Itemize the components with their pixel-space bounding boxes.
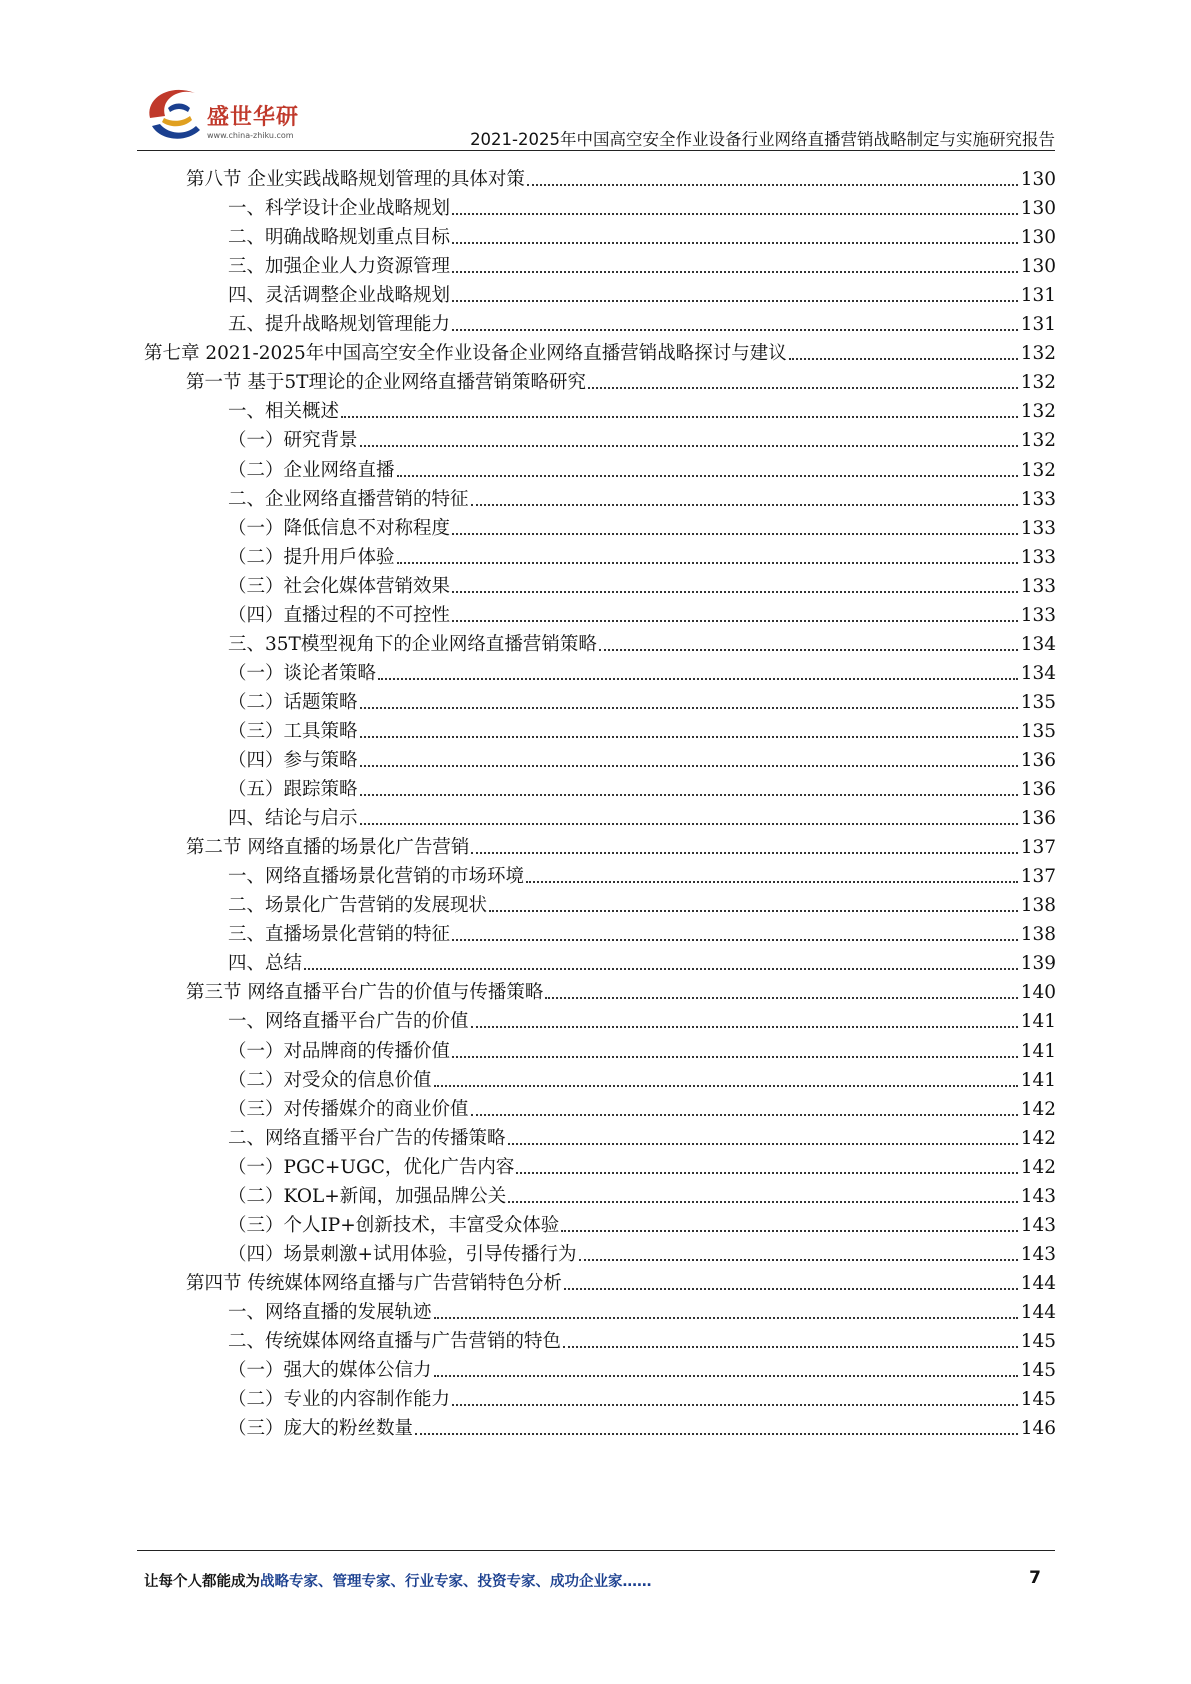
toc-entry-page: 142 [1020, 1156, 1056, 1178]
toc-leader-dots [452, 620, 1018, 622]
toc-entry-label: （二）对受众的信息价值 [228, 1069, 432, 1091]
toc-leader-dots [360, 823, 1018, 825]
toc-leader-dots [471, 1114, 1018, 1116]
toc-entry[interactable] [228, 1177, 1056, 1208]
toc-leader-dots [452, 591, 1018, 593]
toc-entry[interactable] [228, 944, 1056, 975]
toc-entry-label: 三、35T模型视角下的企业网络直播营销策略 [228, 633, 597, 655]
toc-entry[interactable] [228, 480, 1056, 511]
toc-leader-dots [526, 881, 1018, 883]
toc-entry-label: （二）企业网络直播 [228, 459, 395, 481]
toc-leader-dots [471, 852, 1017, 854]
toc-leader-dots [452, 329, 1018, 331]
toc-leader-dots [471, 1026, 1018, 1028]
toc-entry-page: 132 [1020, 401, 1056, 423]
toc-leader-dots [360, 445, 1018, 447]
toc-leader-dots [360, 765, 1018, 767]
toc-leader-dots [397, 475, 1018, 477]
page-number: 7 [1029, 1568, 1041, 1588]
toc-entry-label: （一）PGC+UGC，优化广告内容 [228, 1156, 515, 1178]
toc-entry-page: 133 [1020, 517, 1056, 539]
toc-leader-dots [561, 1230, 1017, 1232]
report-title: 2021-2025年中国高空安全作业设备行业网络直播营销战略制定与实施研究报告 [470, 130, 1055, 149]
toc-entry-label: 第七章 2021-2025年中国高空安全作业设备企业网络直播营销战略探讨与建议 [144, 343, 787, 365]
toc-leader-dots [378, 678, 1018, 680]
toc-entry[interactable] [228, 1002, 1056, 1033]
toc-entry[interactable] [228, 538, 1056, 569]
toc-leader-dots [434, 1317, 1018, 1319]
toc-entry[interactable] [228, 1351, 1056, 1382]
toc-entry-page: 144 [1020, 1272, 1056, 1294]
toc-entry-label: 一、相关概述 [228, 401, 340, 423]
toc-leader-dots [564, 1288, 1018, 1290]
toc-leader-dots [579, 1259, 1018, 1261]
toc-entry-label: 三、加强企业人力资源管理 [228, 256, 451, 278]
toc-entry-label: 一、网络直播的发展轨迹 [228, 1301, 432, 1323]
toc-leader-dots [563, 1346, 1018, 1348]
toc-entry-page: 133 [1020, 575, 1056, 597]
toc-entry-label: （三）对传播媒介的商业价值 [228, 1098, 469, 1120]
toc-entry-page: 138 [1020, 895, 1056, 917]
toc-leader-dots [452, 213, 1018, 215]
toc-leader-dots [452, 939, 1018, 941]
toc-leader-dots [508, 1143, 1018, 1145]
toc-entry[interactable] [186, 363, 1056, 394]
toc-entry[interactable] [228, 276, 1056, 307]
toc-leader-dots [360, 794, 1018, 796]
toc-entry-page: 140 [1020, 982, 1056, 1004]
toc-entry-label: 第三节 网络直播平台广告的价值与传播策略 [186, 982, 544, 1004]
header-divider [137, 150, 1055, 151]
toc-entry-page: 134 [1020, 662, 1056, 684]
toc-entry-page: 137 [1020, 866, 1056, 888]
toc-entry-page: 146 [1020, 1418, 1056, 1440]
toc-entry-page: 132 [1020, 430, 1056, 452]
toc-entry-label: （一）谈论者策略 [228, 662, 377, 684]
toc-entry[interactable] [186, 828, 1056, 859]
toc-entry-page: 144 [1020, 1301, 1056, 1323]
toc-entry[interactable] [228, 770, 1056, 801]
toc-entry-label: （一）降低信息不对称程度 [228, 517, 451, 539]
toc-entry-label: （一）强大的媒体公信力 [228, 1360, 432, 1382]
toc-entry-page: 136 [1020, 750, 1056, 771]
toc-entry[interactable] [228, 1409, 1056, 1440]
toc-entry-label: 二、明确战略规划重点目标 [228, 227, 451, 249]
toc-entry[interactable] [228, 189, 1056, 220]
toc-leader-dots [452, 1404, 1018, 1406]
toc-entry[interactable] [228, 421, 1056, 452]
toc-entry[interactable] [228, 218, 1056, 249]
toc-entry-label: （三）工具策略 [228, 720, 358, 742]
toc-entry[interactable] [228, 741, 1056, 772]
toc-entry-label: 二、网络直播平台广告的传播策略 [228, 1127, 506, 1149]
toc-leader-dots [527, 184, 1018, 186]
toc-entry[interactable] [228, 1148, 1056, 1179]
toc-entry[interactable] [186, 973, 1056, 1004]
toc-entry-page: 143 [1020, 1214, 1056, 1236]
toc-leader-dots [588, 387, 1018, 389]
toc-entry[interactable] [228, 625, 1056, 656]
toc-entry[interactable] [228, 1235, 1056, 1266]
toc-entry[interactable] [228, 799, 1056, 830]
toc-leader-dots [304, 968, 1018, 970]
toc-entry-label: （五）跟踪策略 [228, 779, 358, 801]
toc-entry-page: 141 [1020, 1011, 1056, 1033]
toc-entry-page: 130 [1020, 198, 1056, 220]
toc-entry-page: 143 [1020, 1243, 1056, 1265]
logo-url: www.china-zhiku.com [207, 131, 294, 140]
toc-leader-dots [452, 1056, 1018, 1058]
toc-entry-page: 145 [1020, 1360, 1056, 1382]
toc-leader-dots [360, 736, 1018, 738]
toc-entry-page: 145 [1020, 1331, 1056, 1352]
footer-slogan [144, 1570, 652, 1591]
toc-entry[interactable] [228, 654, 1056, 685]
toc-entry-page: 135 [1020, 720, 1056, 742]
toc-entry-page: 131 [1020, 314, 1056, 336]
toc-entry-page: 131 [1020, 285, 1056, 307]
toc-leader-dots [434, 1085, 1018, 1087]
toc-entry-page: 142 [1020, 1098, 1056, 1120]
toc-entry[interactable] [228, 886, 1056, 917]
toc-leader-dots [545, 997, 1017, 999]
toc-entry[interactable] [186, 1264, 1056, 1295]
toc-entry[interactable] [228, 596, 1056, 627]
toc-entry[interactable] [228, 567, 1056, 598]
toc-entry[interactable] [228, 1206, 1056, 1237]
footer-slogan-highlight: 战略专家、管理专家、行业专家、投资专家、成功企业家…… [260, 1574, 652, 1590]
toc-entry[interactable] [228, 1061, 1056, 1092]
toc-entry[interactable] [228, 509, 1056, 540]
toc-leader-dots [434, 1375, 1018, 1377]
toc-entry-label: （四）场景刺激+试用体验，引导传播行为 [228, 1243, 577, 1265]
toc-entry[interactable] [228, 1380, 1056, 1411]
toc-entry-label: 二、企业网络直播营销的特征 [228, 488, 469, 510]
toc-leader-dots [452, 533, 1018, 535]
toc-entry[interactable] [228, 712, 1056, 743]
footer-slogan-lead: 让每个人都能成为 [144, 1574, 260, 1590]
toc-leader-dots [789, 358, 1018, 360]
toc-entry-label: 四、结论与启示 [228, 808, 358, 830]
toc-entry-label: （二）专业的内容制作能力 [228, 1389, 451, 1411]
toc-leader-dots [452, 300, 1018, 302]
toc-entry-label: 二、场景化广告营销的发展现状 [228, 895, 488, 917]
toc-entry-label: 一、科学设计企业战略规划 [228, 198, 451, 220]
toc-entry[interactable] [228, 451, 1056, 482]
toc-entry[interactable] [228, 1293, 1056, 1324]
toc-entry-label: （四）直播过程的不可控性 [228, 604, 451, 626]
toc-leader-dots [397, 562, 1018, 564]
toc-entry-page: 130 [1020, 256, 1056, 278]
toc-entry[interactable] [186, 160, 1056, 191]
toc-entry-page: 130 [1020, 227, 1056, 249]
toc-entry-label: （二）提升用戶体验 [228, 546, 395, 568]
toc-entry-page: 130 [1020, 169, 1056, 190]
toc-entry[interactable] [228, 1322, 1056, 1353]
toc-entry-label: 四、总结 [228, 953, 303, 975]
toc-entry-label: （一）对品牌商的传播价值 [228, 1040, 451, 1062]
toc-entry[interactable] [228, 247, 1056, 278]
toc-entry-label: （一）研究背景 [228, 430, 358, 452]
toc-entry-label: （四）参与策略 [228, 750, 358, 771]
toc-leader-dots [452, 271, 1018, 273]
toc-entry-label: （三）庞大的粉丝数量 [228, 1418, 414, 1440]
toc-entry-page: 136 [1020, 808, 1056, 830]
toc-entry-page: 143 [1020, 1185, 1056, 1207]
toc-entry-page: 132 [1020, 372, 1056, 394]
toc-entry[interactable] [228, 1032, 1056, 1063]
toc-entry-page: 132 [1020, 459, 1056, 481]
toc-entry-page: 141 [1020, 1040, 1056, 1062]
toc-leader-dots [471, 504, 1018, 506]
toc-entry-label: 一、网络直播场景化营销的市场环境 [228, 866, 525, 888]
toc-entry-page: 142 [1020, 1127, 1056, 1149]
toc-entry[interactable] [144, 334, 1056, 365]
toc-entry-page: 132 [1020, 343, 1056, 365]
toc-entry[interactable] [228, 1119, 1056, 1150]
toc-entry-label: 第一节 基于5T理论的企业网络直播营销策略研究 [186, 372, 586, 394]
toc-leader-dots [415, 1433, 1018, 1435]
toc-entry[interactable] [228, 305, 1056, 336]
toc-leader-dots [341, 416, 1018, 418]
toc-entry-label: 四、灵活调整企业战略规划 [228, 285, 451, 307]
toc-entry-label: （二）KOL+新闻，加强品牌公关 [228, 1185, 507, 1207]
toc-entry[interactable] [228, 915, 1056, 946]
toc-entry-page: 138 [1020, 924, 1056, 946]
toc-entry-label: 第二节 网络直播的场景化广告营销 [186, 837, 470, 859]
toc-entry[interactable] [228, 1090, 1056, 1121]
toc-entry-page: 134 [1020, 633, 1056, 655]
toc-entry-label: 第四节 传统媒体网络直播与广告营销特色分析 [186, 1272, 562, 1294]
toc-entry-page: 136 [1020, 779, 1056, 801]
logo-text: 盛世华研 [207, 105, 300, 130]
toc-entry-label: 第八节 企业实践战略规划管理的具体对策 [186, 169, 525, 190]
toc-leader-dots [508, 1201, 1017, 1203]
toc-entry-label: （二）话题策略 [228, 691, 358, 713]
toc-entry-label: （三）个人IP+创新技术，丰富受众体验 [228, 1214, 560, 1236]
toc-entry-label: 一、网络直播平台广告的价值 [228, 1011, 469, 1033]
toc-entry[interactable] [228, 392, 1056, 423]
toc-entry[interactable] [228, 857, 1056, 888]
toc-entry-label: 三、直播场景化营销的特征 [228, 924, 451, 946]
toc-leader-dots [452, 242, 1018, 244]
page-header [0, 0, 1191, 150]
toc-entry[interactable] [228, 683, 1056, 714]
toc-entry-page: 141 [1020, 1069, 1056, 1091]
toc-leader-dots [489, 910, 1018, 912]
toc-entry-label: （三）社会化媒体营销效果 [228, 575, 451, 597]
footer-divider [137, 1550, 1055, 1551]
toc-leader-dots [516, 1172, 1017, 1174]
toc-entry-page: 133 [1020, 604, 1056, 626]
toc-leader-dots [360, 707, 1018, 709]
toc-entry-page: 137 [1020, 837, 1056, 859]
toc-entry-page: 133 [1020, 546, 1056, 568]
toc-leader-dots [599, 649, 1018, 651]
toc-entry-page: 139 [1020, 953, 1056, 975]
toc-entry-page: 145 [1020, 1389, 1056, 1411]
toc-entry-page: 135 [1020, 691, 1056, 713]
toc-entry-label: 二、传统媒体网络直播与广告营销的特色 [228, 1331, 562, 1352]
toc-entry-label: 五、提升战略规划管理能力 [228, 314, 451, 336]
toc-entry-page: 133 [1020, 488, 1056, 510]
